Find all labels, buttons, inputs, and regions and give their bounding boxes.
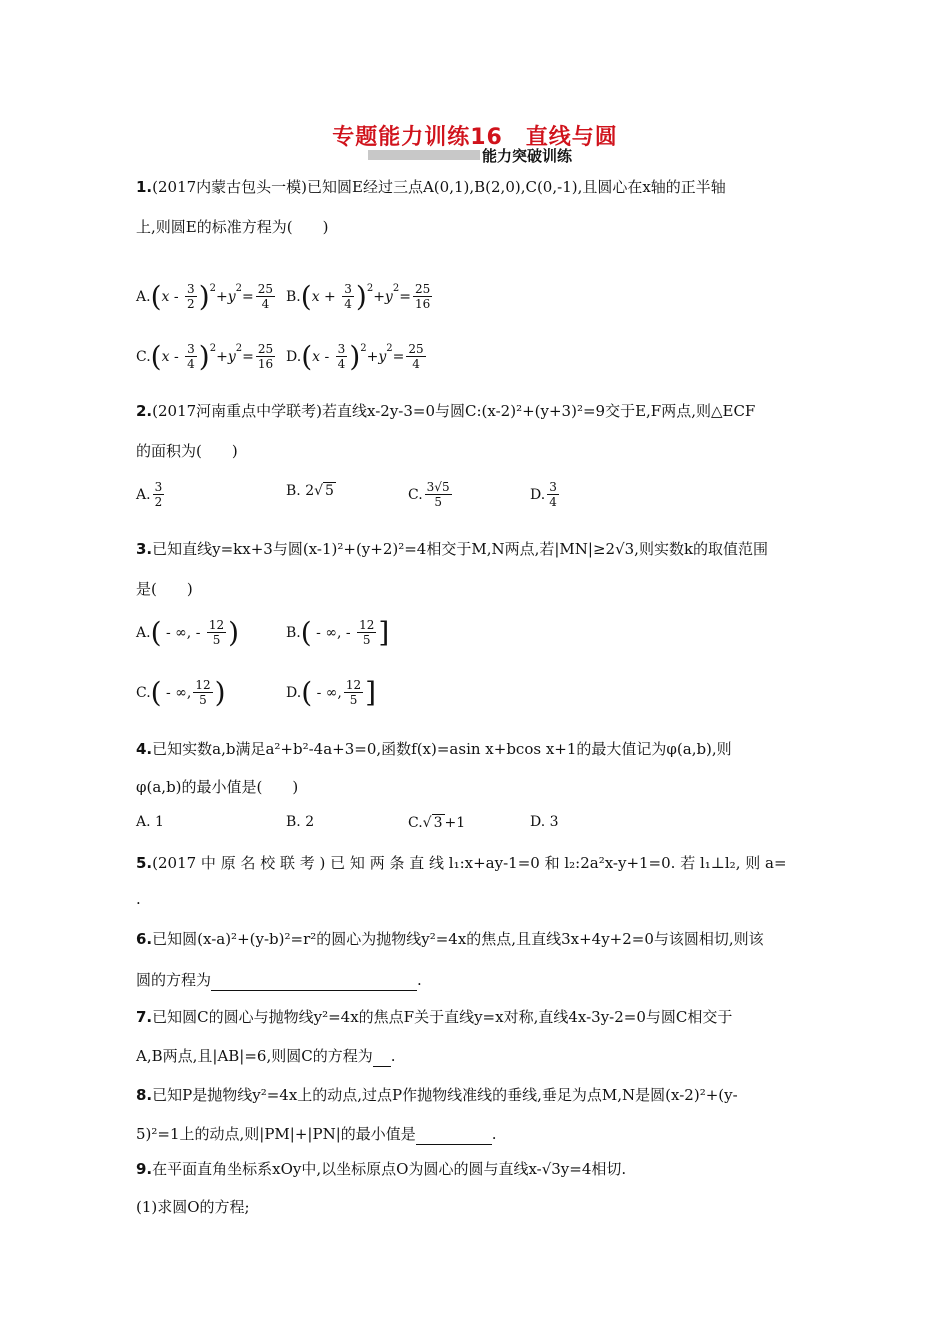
q2-line1: 2.(2017河南重点中学联考)若直线x-2y-3=0与圆C:(x-2)²+(y+3)²=9交于E,F两点,则△ECF [136,402,756,420]
q7-line2: A,B两点,且|AB|=6,则圆C的方程为 . [136,1044,826,1067]
section-subtitle: 能力突破训练 [482,147,573,165]
q3-option-c: C. ( - ∞, $\frac{12}{5}$ ) [136,675,226,709]
q6-line1: 6.已知圆(x-a)²+(y-b)²=r²的圆心为抛物线y²=4x的焦点,且直线3x+4y+2=0与该圆相切,则该 [136,930,764,948]
q2-option-d: D. $\frac{3}{4}$ [530,480,557,509]
q1-option-d: D. ( x - $\frac{3}{4}$ ) 2 + y 2 = $\frac{25}{4}$ [286,339,424,373]
q1-line1 [136,176,826,198]
q8-line1: 8.已知P是抛物线y²=4x上的动点,过点P作抛物线准线的垂线,垂足为点M,N是圆(x-2)²+(y- [136,1086,738,1104]
q7-line1: 7.已知圆C的圆心与抛物线y²=4x的焦点F关于直线y=x对称,直线4x-3y-2=0与圆C相交于 [136,1008,733,1026]
q1-option-a: A. ( x - $\frac{3}{2}$ ) 2 + y 2 = $\frac{25}{4}$ [136,279,274,313]
q9-line1: 9.在平面直角坐标系xOy中,以坐标原点O为圆心的圆与直线x-√3y=4相切. [136,1160,627,1178]
q8-line2: 5)²=1上的动点,则|PM|+|PN|的最小值是 . [136,1122,826,1145]
q3-line2: 是( ) [136,580,193,598]
q3-option-a: A. ( - ∞, - $\frac{12}{5}$ ) [136,615,240,649]
q1-option-c: C. ( x - $\frac{3}{4}$ ) 2 + y 2 = $\frac{25}{16}$ [136,339,274,373]
q2-option-a: A. $\frac{3}{2}$ [136,480,163,509]
q5-line2: . [136,890,141,908]
q2-line2: 的面积为( ) [136,442,238,460]
q2-option-c: C. $\frac{3√5}{5}$ [408,480,450,509]
page-title: 专题能力训练16 直线与圆 [332,125,618,150]
q5-line1: 5.(2017 中 原 名 校 联 考 ) 已 知 两 条 直 线 l₁:x+ay-1=0 和 l₂:2a²x-y+1=0. 若 l₁⊥l₂, 则 a= [136,854,787,872]
q2-option-b: B. 2 √ 5 [286,482,334,499]
q1-option-b: B. ( x + $\frac{3}{4}$ ) 2 + y 2 = $\frac{25}{16}$ [286,279,431,313]
q6-line2: 圆的方程为 . [136,968,826,991]
q4-option-c: C. √ 3 +1 [408,814,466,831]
q4-option-d: D. 3 [530,814,559,830]
q3-option-d: D. ( - ∞, $\frac{12}{5}$ ] [286,675,377,709]
q4-option-a: A. 1 [136,814,164,830]
q4-line1: 4.已知实数a,b满足a²+b²-4a+3=0,函数f(x)=asin x+bcos x+1的最大值记为φ(a,b),则 [136,740,732,758]
q9-line2: (1)求圆O的方程; [136,1198,250,1216]
subtitle-bar [368,150,480,160]
q4-line2: φ(a,b)的最小值是( ) [136,778,299,796]
q1-line2: 上,则圆E的标准方程为( ) [136,218,329,236]
q1-number: 1. [136,178,153,196]
q3-line1: 3.已知直线y=kx+3与圆(x-1)²+(y+2)²=4相交于M,N两点,若|MN|≥2√3,则实数k的取值范围 [136,540,769,558]
q3-option-b: B. ( - ∞, - $\frac{12}{5}$ ] [286,615,390,649]
q1-text1: (2017内蒙古包头一模)已知圆E经过三点A(0,1),B(2,0),C(0,-1),且圆心在x轴的正半轴 [152,178,726,196]
q4-option-b: B. 2 [286,814,315,830]
